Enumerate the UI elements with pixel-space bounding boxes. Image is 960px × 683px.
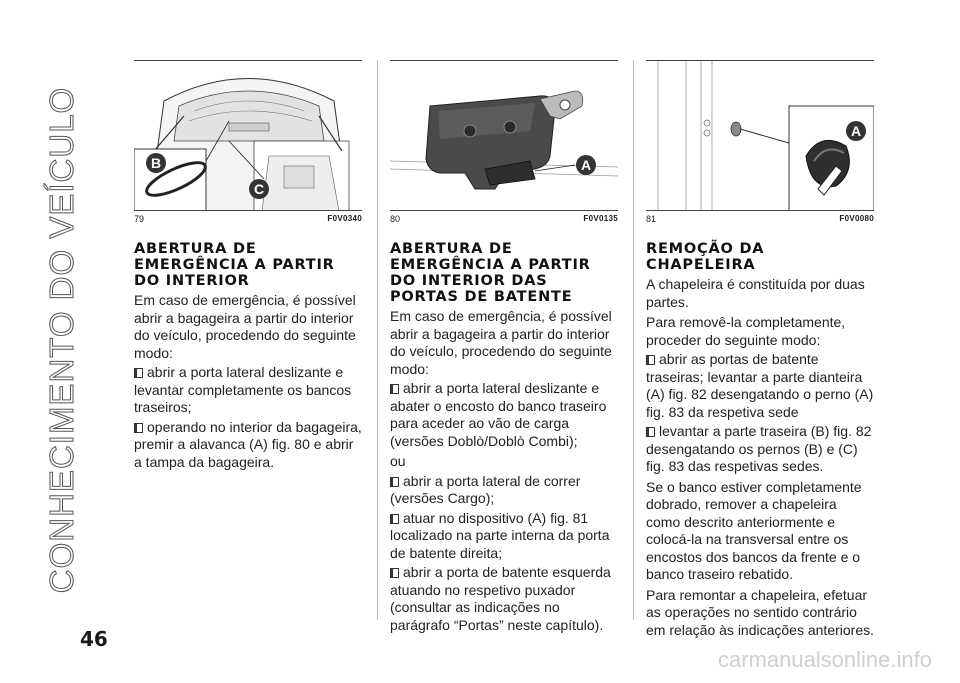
tailgate-illustration — [134, 61, 362, 210]
bullet-item: levantar a parte traseira (B) fig. 82 desengatando os pernos (B) e (C) fig. 83 das respetivas sedes. — [646, 423, 872, 474]
bullet-item: abrir a porta lateral deslizante e levantar completamente os bancos traseiros; — [134, 364, 352, 415]
paragraph: Para remontar a chapeleira, efetuar as operações no sentido contrário em relação às indicações anteriores. — [646, 586, 875, 638]
bullet-item: operando no interior da bagageira, premir a alavanca (A) fig. 80 e abrir a tampa da bagageira. — [134, 418, 362, 470]
callout-c: C — [253, 181, 265, 197]
figure-number: 79 — [134, 214, 145, 224]
column-divider — [633, 60, 634, 620]
bullet-item: abrir a porta de batente esquerda atuando no respetivo puxador (consultar as indicações no parágrafo “Portas” neste capítulo). — [390, 564, 611, 633]
callout-a: A — [580, 157, 592, 173]
bullet-marker-icon — [134, 368, 143, 378]
column-divider — [377, 60, 378, 620]
figure-number: 80 — [390, 214, 401, 224]
page-number: 46 — [80, 627, 108, 651]
figure-code: F0V0135 — [583, 214, 618, 223]
figure-caption — [134, 210, 362, 226]
column-3 — [646, 60, 874, 639]
column-2 — [390, 60, 618, 634]
bullet-marker-icon — [646, 427, 655, 437]
paragraph: Para removê-la completamente, proceder do seguinte modo: — [646, 314, 846, 348]
bullet-item: abrir a porta lateral de correr (versões Cargo); — [390, 472, 581, 506]
column-1 — [134, 60, 362, 471]
door-mechanism-illustration — [646, 61, 874, 210]
figure-code: F0V0340 — [327, 214, 362, 223]
watermark: carmanualsonline.info — [717, 647, 932, 672]
bullet-marker-icon — [390, 384, 399, 394]
section-heading: ABERTURA DE EMERGÊNCIA A PARTIR DO INTERIOR DAS PORTAS DE BATENTE — [390, 241, 591, 305]
figure-caption — [390, 210, 618, 226]
bullet-item: atuar no dispositivo (A) fig. 81 localizado na parte interna da porta de batente direita; — [390, 509, 610, 561]
release-device-illustration — [390, 61, 618, 210]
bullet-marker-icon — [390, 568, 399, 578]
bullet-item: abrir as portas de batente traseiras; levantar a parte dianteira (A) fig. 82 desengatando o perno (A) fig. 83 da respetiva sede — [646, 351, 874, 420]
figure-81-door-mechanism — [646, 60, 874, 210]
paragraph: Em caso de emergência, é possível abrir a bagageira a partir do interior do veículo, procedendo do seguinte modo: — [134, 292, 356, 361]
bullet-marker-icon — [390, 514, 399, 524]
bullet-marker-icon — [646, 355, 655, 365]
bullet-marker-icon — [390, 477, 399, 487]
bullet-item: abrir a porta lateral deslizante e abater o encosto do banco traseiro para aceder ao vão de carga (versões Doblò/Doblò Combi); — [390, 380, 607, 449]
figure-code: F0V0080 — [839, 214, 874, 223]
paragraph: A chapeleira é constituída por duas partes. — [646, 276, 865, 310]
paragraph: Se o banco estiver completamente dobrado, remover a chapeleira como descrito anteriormente e colocá-la na transversal entre os encostos dos bancos da frente e o banco traseiro rebatido. — [646, 478, 862, 582]
figure-79-tailgate-interior — [134, 60, 362, 210]
figure-caption — [646, 210, 874, 226]
section-heading: REMOÇÃO DA CHAPELEIRA — [646, 241, 765, 273]
callout-b: B — [150, 155, 162, 171]
paragraph: ou — [390, 453, 406, 469]
section-heading: ABERTURA DE EMERGÊNCIA A PARTIR DO INTERIOR — [134, 241, 335, 289]
paragraph: Em caso de emergência, é possível abrir a bagageira a partir do interior do veículo, procedendo do seguinte modo: — [390, 308, 612, 377]
figure-80-release-device — [390, 60, 618, 210]
bullet-marker-icon — [134, 423, 143, 433]
figure-number: 81 — [646, 214, 657, 224]
callout-a: A — [850, 123, 862, 139]
